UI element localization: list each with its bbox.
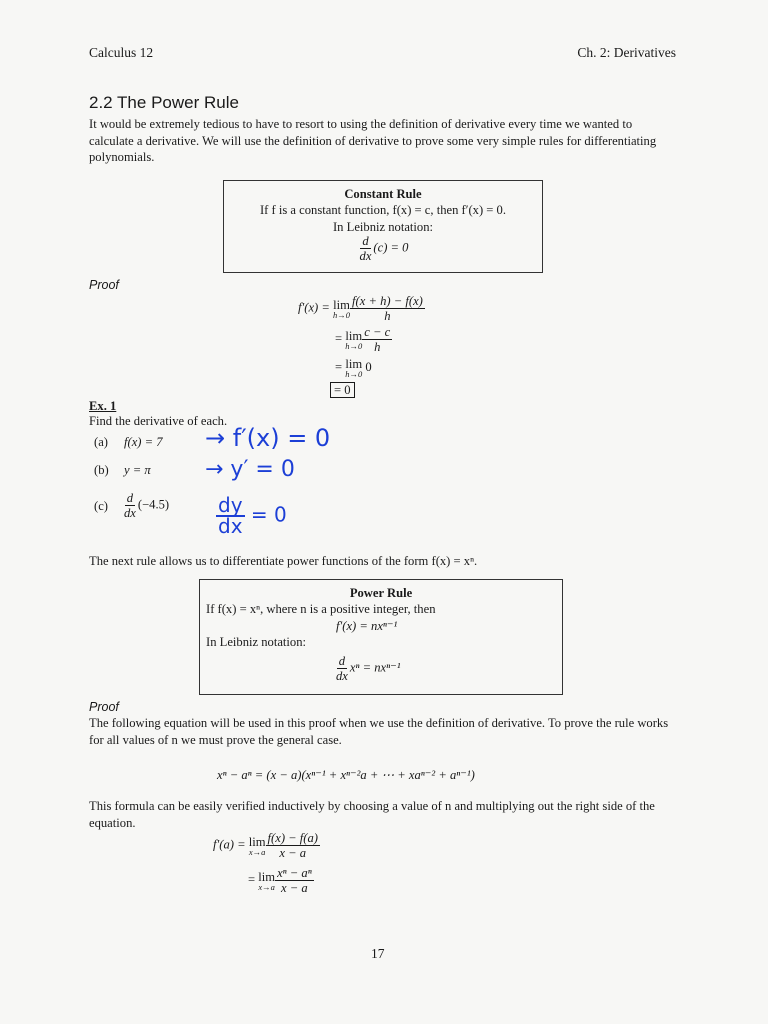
power-rule-leibniz-rest: xⁿ = nxⁿ⁻¹: [349, 659, 401, 674]
example-a-expression: f(x) = 7: [124, 435, 163, 449]
dx-denominator: dx: [218, 514, 243, 538]
header-course: Calculus 12: [89, 45, 154, 60]
factor-identity: xⁿ − aⁿ = (x − a)(xⁿ⁻¹ + xⁿ⁻²a + ⋯ + xaⁿ⁻² + aⁿ⁻¹): [217, 768, 475, 782]
limit-subscript: h→0: [333, 309, 351, 320]
power-rule-leibniz: [200, 654, 562, 683]
limit-subscript: h→0: [345, 369, 363, 379]
constant-rule-leibniz: [224, 234, 542, 263]
power-rule-box: [199, 579, 563, 695]
d-numerator: d: [362, 234, 369, 248]
example-a-label: (a): [94, 435, 108, 449]
equals-sign: =: [335, 331, 346, 346]
fraction-numerator: xⁿ − aⁿ: [277, 866, 312, 880]
power-rule-statement: If f(x) = xⁿ, where n is a positive integer, then: [206, 602, 436, 616]
proof-label: Proof: [89, 278, 119, 292]
limit-subscript: h→0: [345, 340, 363, 351]
proof2-line1: [213, 831, 320, 860]
fraction-numerator: f(x) − f(a): [267, 831, 318, 845]
example-b-expression: y = π: [124, 463, 151, 477]
constant-rule-box: [223, 180, 543, 273]
equals-sign: =: [335, 359, 346, 374]
fraction-denominator: x − a: [279, 846, 307, 860]
handwritten-equals-zero: = 0: [250, 502, 287, 527]
limit-operator: lim: [345, 357, 363, 371]
fraction-numerator: f(x + h) − f(x): [352, 294, 423, 308]
example-c-label: (c): [94, 499, 108, 513]
limit-operator: lim: [345, 328, 363, 343]
constant-rule-leibniz-label: In Leibniz notation:: [332, 219, 434, 234]
limit-operator: lim: [333, 297, 350, 312]
proof1-result: [330, 383, 355, 398]
proof2-intro: The following equation will be used in this proof when we use the definition of derivative. To prove the rule works for all values of n we must prove the general case.: [89, 716, 669, 747]
power-rule-formula: f′(x) = nxⁿ⁻¹: [336, 618, 398, 633]
section-title: 2.2 The Power Rule: [89, 93, 239, 112]
example-c-expression: [122, 491, 169, 520]
constant-rule-leibniz-rest: (c) = 0: [373, 240, 409, 255]
proof2-lhs: f′(a) =: [213, 837, 249, 852]
proof1-line1: [298, 294, 425, 323]
page-number: 17: [371, 946, 385, 961]
handwritten-answer-c: [216, 493, 287, 538]
limit-subscript: x→a: [258, 881, 275, 892]
d-numerator: d: [338, 653, 346, 668]
fraction-denominator: h: [374, 340, 381, 354]
handwritten-answer-a: → f′(x) = 0: [205, 424, 331, 452]
dy-numerator: dy: [218, 493, 243, 517]
proof1-line3: [335, 358, 372, 378]
boxed-result: = 0: [330, 382, 355, 398]
proof1-lhs: f′(x) =: [298, 300, 334, 315]
proof2-line2: [248, 866, 314, 895]
limit-operator: lim: [248, 834, 266, 849]
next-rule-text: The next rule allows us to differentiate power functions of the form f(x) = xⁿ.: [89, 554, 478, 568]
proof2-verification: This formula can be easily verified inductively by choosing a value of n and multiplying out the right side of the equation.: [89, 799, 655, 830]
dx-denominator: dx: [124, 506, 136, 520]
proof1-line2: [335, 325, 392, 354]
limit-operator: lim: [258, 869, 276, 884]
proof2-label: Proof: [89, 700, 119, 714]
fraction-numerator: c − c: [364, 325, 391, 339]
fraction-denominator: x − a: [281, 881, 308, 895]
header-chapter: Ch. 2: Derivatives: [577, 45, 676, 60]
example-label: Ex. 1: [89, 399, 117, 413]
example-c-argument: (−4.5): [137, 497, 170, 512]
constant-rule-title: Constant Rule: [344, 187, 422, 201]
constant-rule-statement: If f is a constant function, f(x) = c, then f′(x) = 0.: [259, 203, 507, 217]
power-rule-leibniz-label: In Leibniz notation:: [206, 635, 307, 649]
example-b-label: (b): [94, 463, 109, 477]
dx-denominator: dx: [336, 668, 348, 683]
d-numerator: d: [126, 491, 134, 505]
fraction-denominator: h: [384, 309, 391, 323]
limit-subscript: x→a: [248, 846, 266, 857]
zero-value: 0: [362, 359, 372, 374]
example-prompt: Find the derivative of each.: [89, 414, 228, 428]
equals-sign: =: [248, 872, 259, 887]
intro-paragraph: It would be extremely tedious to have to resort to using the definition of derivative every time we wanted to calculate a derivative. We will use the definition of derivative to prove some very simple rules for differentiating polynomials.: [89, 117, 657, 164]
dx-denominator: dx: [359, 249, 372, 263]
handwritten-answer-b: → y′ = 0: [205, 457, 295, 482]
power-rule-title: Power Rule: [349, 586, 413, 600]
